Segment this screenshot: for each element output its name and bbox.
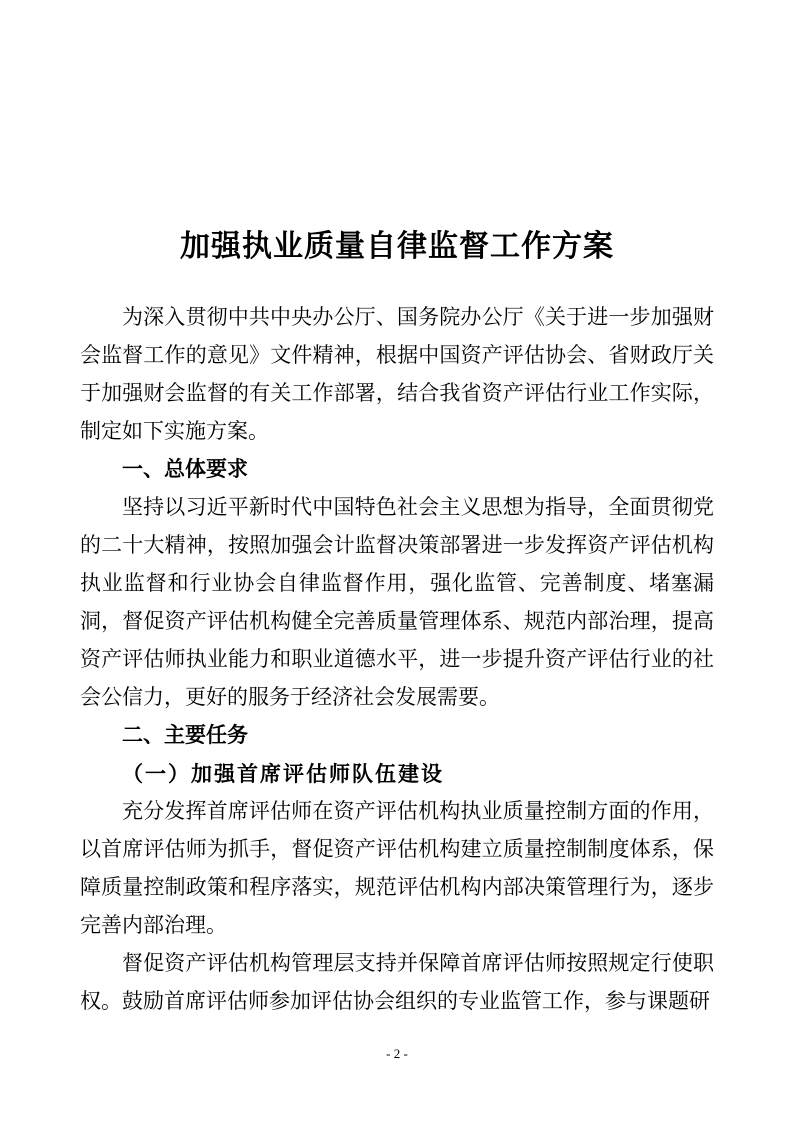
section-heading-overall-requirements: 一、总体要求 [122,458,248,481]
document-title: 加强执业质量自律监督工作方案 [180,230,614,263]
paragraph-overall-requirements: 坚持以习近平新时代中国特色社会主义思想为指导，全面贯彻党的二十大精神，按照加强会计监督决策部署进一步发挥资产评估机构执业监督和行业协会自律监督作用，强化监管、完善制度、堵塞漏洞，督促资产评估机构健全完善质量管理体系、规范内部治理，提高资产评估师执业能力和职业道德水平，进一步提升资产评估行业的社会公信力，更好的服务于经济社会发展需要。 [80,496,714,709]
paragraph-management-support: 督促资产评估机构管理层支持并保障首席评估师按照规定行使职权。鼓励首席评估师参加评估协会组织的专业监管工作，参与课题研 [80,952,714,1013]
section-heading-main-tasks: 二、主要任务 [122,724,248,747]
subsection-heading-chief-appraiser-team: （一）加强首席评估师队伍建设 [122,762,444,786]
paragraph-intro: 为深入贯彻中共中央办公厅、国务院办公厅《关于进一步加强财会监督工作的意见》文件精神，根据中国资产评估协会、省财政厅关于加强财会监督的有关工作部署，结合我省资产评估行业工作实际，制定如下实施方案。 [80,306,714,443]
paragraph-chief-appraiser-role: 充分发挥首席评估师在资产评估机构执业质量控制方面的作用，以首席评估师为抓手，督促资产评估机构建立质量控制制度体系，保障质量控制政策和程序落实，规范评估机构内部决策管理行为，逐步完善内部治理。 [80,800,714,937]
page-number: - 2 - [386,1046,408,1061]
